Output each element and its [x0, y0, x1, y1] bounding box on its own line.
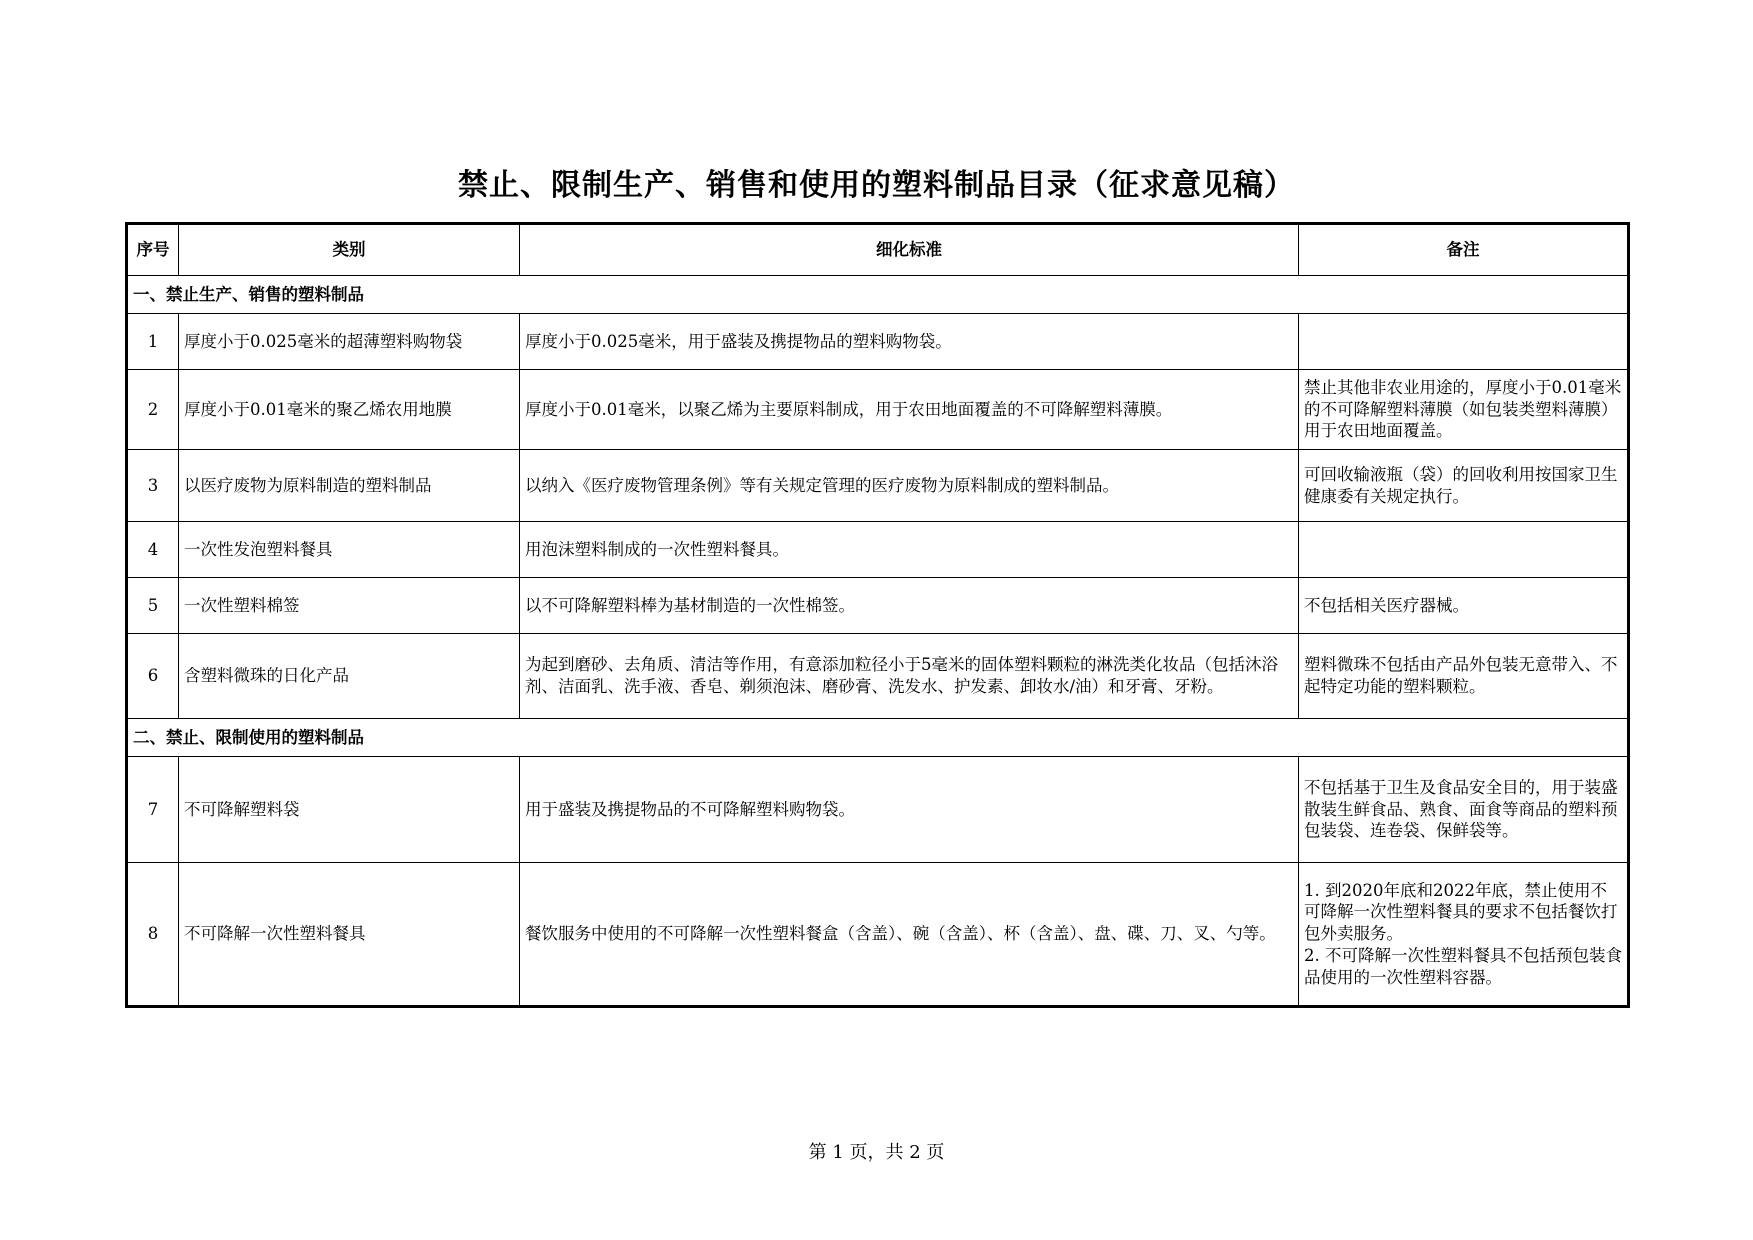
row-number: 2: [127, 370, 179, 450]
row-number: 1: [127, 314, 179, 370]
header-remarks: 备注: [1299, 224, 1629, 276]
row-number: 3: [127, 450, 179, 522]
row-category: 不可降解一次性塑料餐具: [179, 863, 520, 1007]
page-footer: 第 1 页，共 2 页: [808, 1142, 945, 1163]
row-standard: 为起到磨砂、去角质、清洁等作用，有意添加粒径小于5毫米的固体塑料颗粒的淋洗类化妆品（包括沐浴剂、洁面乳、洗手液、香皂、剃须泡沫、磨砂膏、洗发水、护发素、卸妆水/油）和牙膏、牙粉。: [520, 634, 1299, 719]
table-row: [127, 522, 1629, 578]
table-row: [127, 578, 1629, 634]
row-remarks: 可回收输液瓶（袋）的回收利用按国家卫生健康委有关规定执行。: [1299, 450, 1629, 522]
row-remarks: [1299, 863, 1629, 1007]
row-category: 一次性塑料棉签: [179, 578, 520, 634]
section-row-1: [127, 276, 1629, 314]
row-remarks: 塑料微珠不包括由产品外包装无意带入、不起特定功能的塑料颗粒。: [1299, 634, 1629, 719]
row-standard: 用泡沫塑料制成的一次性塑料餐具。: [520, 522, 1299, 578]
table-row: [127, 634, 1629, 719]
row-remarks: 不包括相关医疗器械。: [1299, 578, 1629, 634]
header-category: 类别: [179, 224, 520, 276]
table-row: [127, 757, 1629, 863]
remark-item-2: 2. 不可降解一次性塑料餐具不包括预包装食品使用的一次性塑料容器。: [1304, 945, 1622, 987]
row-standard: 餐饮服务中使用的不可降解一次性塑料餐盒（含盖）、碗（含盖）、杯（含盖）、盘、碟、刀、叉、勺等。: [520, 863, 1299, 1007]
remark-item-1: 1. 到2020年底和2022年底，禁止使用不可降解一次性塑料餐具的要求不包括餐饮打包外卖服务。: [1304, 880, 1618, 944]
page-title: 禁止、限制生产、销售和使用的塑料制品目录（征求意见稿）: [458, 168, 1295, 203]
header-seq: 序号: [127, 224, 179, 276]
row-standard: 以不可降解塑料棒为基材制造的一次性棉签。: [520, 578, 1299, 634]
row-number: 7: [127, 757, 179, 863]
table-header-row: [127, 224, 1629, 276]
row-category: 不可降解塑料袋: [179, 757, 520, 863]
row-standard: 厚度小于0.025毫米，用于盛装及携提物品的塑料购物袋。: [520, 314, 1299, 370]
row-category: 以医疗废物为原料制造的塑料制品: [179, 450, 520, 522]
row-number: 4: [127, 522, 179, 578]
row-standard: 厚度小于0.01毫米，以聚乙烯为主要原料制成，用于农田地面覆盖的不可降解塑料薄膜。: [520, 370, 1299, 450]
row-remarks: [1299, 522, 1629, 578]
table-row: [127, 314, 1629, 370]
catalog-table: [125, 222, 1630, 1008]
row-remarks: 禁止其他非农业用途的，厚度小于0.01毫米的不可降解塑料薄膜（如包装类塑料薄膜）用于农田地面覆盖。: [1299, 370, 1629, 450]
row-category: 含塑料微珠的日化产品: [179, 634, 520, 719]
row-standard: 用于盛装及携提物品的不可降解塑料购物袋。: [520, 757, 1299, 863]
row-number: 8: [127, 863, 179, 1007]
header-standard: 细化标准: [520, 224, 1299, 276]
row-remarks: [1299, 314, 1629, 370]
table-row: [127, 450, 1629, 522]
section-title-1: 一、禁止生产、销售的塑料制品: [127, 276, 1629, 314]
section-title-2: 二、禁止、限制使用的塑料制品: [127, 719, 1629, 757]
row-remarks: 不包括基于卫生及食品安全目的，用于装盛散装生鲜食品、熟食、面食等商品的塑料预包装袋、连卷袋、保鲜袋等。: [1299, 757, 1629, 863]
row-category: 厚度小于0.025毫米的超薄塑料购物袋: [179, 314, 520, 370]
row-number: 6: [127, 634, 179, 719]
row-category: 厚度小于0.01毫米的聚乙烯农用地膜: [179, 370, 520, 450]
row-number: 5: [127, 578, 179, 634]
table-row: [127, 863, 1629, 1007]
row-standard: 以纳入《医疗废物管理条例》等有关规定管理的医疗废物为原料制成的塑料制品。: [520, 450, 1299, 522]
section-row-2: [127, 719, 1629, 757]
row-category: 一次性发泡塑料餐具: [179, 522, 520, 578]
table-row: [127, 370, 1629, 450]
